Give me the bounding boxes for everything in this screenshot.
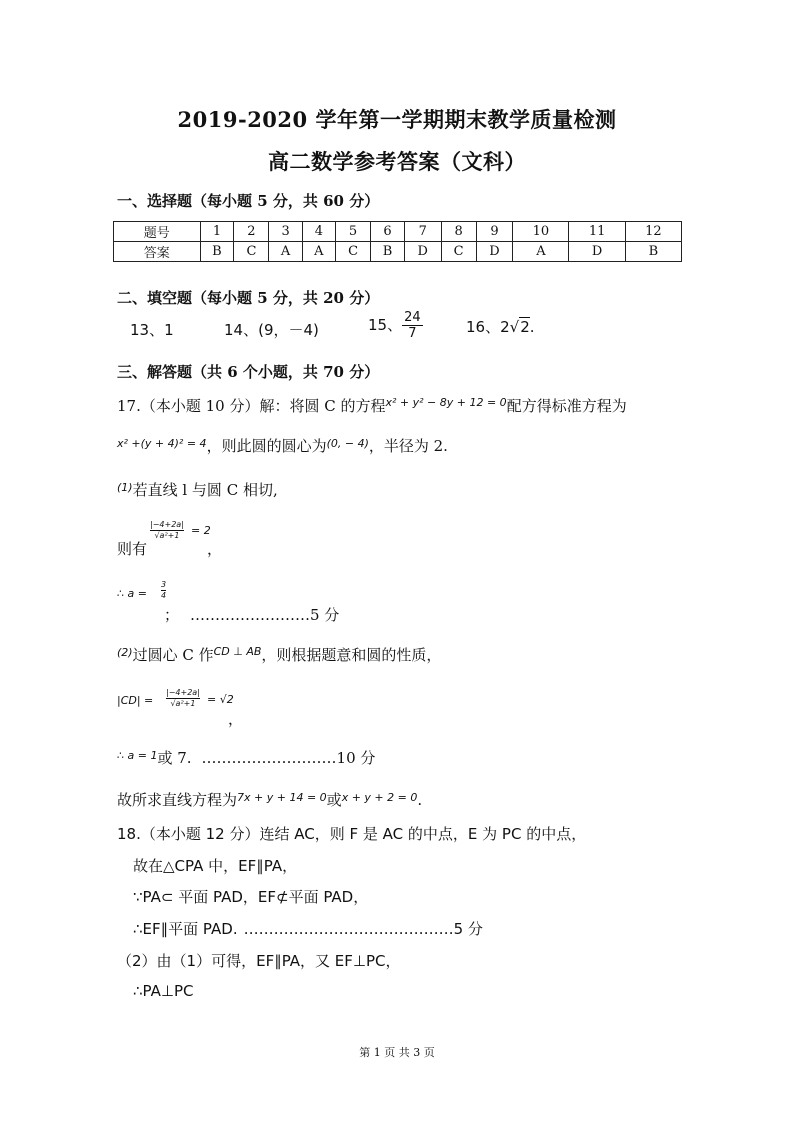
cd-lhs: |CD| = [117, 694, 154, 707]
answer-cell: B [371, 242, 405, 262]
answer-cell: D [476, 242, 513, 262]
fraction-numerator: 3 [161, 580, 167, 589]
final-period: . [417, 791, 423, 809]
score-5b: ……………………………………5 分 [243, 920, 483, 938]
answer-16-period: . [529, 318, 535, 336]
number-cell: 9 [476, 222, 513, 242]
a-value-label: ∴ a = [117, 587, 147, 600]
then-comma: ， [207, 540, 223, 558]
section-choice-heading: 一、选择题（每小题 5 分，共 60 分） [117, 192, 380, 210]
part-1-label: (1) [117, 481, 133, 494]
fraction-denominator: √a²+1 [170, 699, 196, 708]
a-equals-1: ∴ a = 1 [117, 749, 158, 762]
q17-line-2 [117, 435, 448, 456]
answer-16 [466, 316, 535, 337]
q17-intro-2: 配方得标准方程为 [506, 397, 627, 415]
q17-part1-line [117, 479, 278, 500]
part-2-text-1: 过圆心 C 作 [132, 646, 214, 664]
distance-fraction-1 [150, 520, 184, 541]
sqrt-radicand: 2 [520, 318, 530, 336]
score-10: ………………………10 分 [201, 749, 376, 767]
fraction-denominator: 7 [408, 326, 417, 341]
fraction-numerator: 24 [404, 310, 421, 325]
distance-fraction-2 [166, 688, 200, 709]
section-fill-heading: 二、填空题（每小题 5 分，共 20 分） [117, 289, 380, 307]
number-cell: 12 [625, 222, 681, 242]
cd-comma: ， [228, 710, 244, 728]
number-cell: 5 [336, 222, 371, 242]
answer-cell: A [269, 242, 302, 262]
number-cell: 7 [404, 222, 441, 242]
page-title: 2019-2020 学年第一学期期末教学质量检测 [177, 107, 617, 132]
answer-15-label: 15、 [368, 316, 403, 334]
part-1-text: 若直线 l 与圆 C 相切, [132, 481, 278, 499]
answer-cell: A [302, 242, 335, 262]
q18-line-3 [133, 918, 483, 939]
answer-cell: D [404, 242, 441, 262]
q18-line-4: （2）由（1）可得，EF∥PA，又 EF⊥PC， [117, 952, 401, 970]
q18-line-3-text: ∴EF∥平面 PAD. [133, 920, 238, 938]
answer-14: 14、(9，－4) [224, 321, 319, 339]
answer-16-label: 16、2 [466, 318, 510, 336]
number-cell: 3 [269, 222, 302, 242]
answer-15-fraction [402, 310, 423, 341]
q17-intro: 17.（本小题 10 分）解：将圆 C 的方程 [117, 397, 386, 415]
score-5: ……………………5 分 [190, 606, 340, 624]
final-text: 故所求直线方程为 [117, 791, 238, 809]
number-cell: 11 [569, 222, 625, 242]
fraction-numerator: |−4+2a| [150, 520, 184, 529]
distance-rhs-2: = √2 [207, 693, 234, 706]
section-solve-heading: 三、解答题（共 6 个小题，共 70 分） [117, 363, 380, 381]
row-label-number: 题号 [114, 222, 201, 242]
answer-15 [368, 310, 423, 341]
standard-equation: x² +(y + 4)² = 4 [117, 437, 207, 450]
answer-cell: B [625, 242, 681, 262]
q17-text-3: ，半径为 2. [368, 437, 448, 455]
answer-cell: C [441, 242, 476, 262]
line-equation-1: 7x + y + 14 = 0 [237, 791, 327, 804]
q17-text-2: ，则此圆的圆心为 [206, 437, 327, 455]
answer-13: 13、1 [130, 321, 174, 339]
fraction-numerator: |−4+2a| [166, 688, 200, 697]
final-answer-line [117, 789, 422, 810]
fraction-denominator: √a²+1 [154, 531, 180, 540]
number-cell: 6 [371, 222, 405, 242]
circle-center: (0, − 4) [326, 437, 369, 450]
q18-intro: 18.（本小题 12 分）连结 AC，则 F 是 AC 的中点，E 为 PC 的中点， [117, 825, 587, 843]
page-subtitle: 高二数学参考答案（文科） [268, 149, 526, 174]
q18-line-5: ∴PA⊥PC [133, 982, 194, 1000]
number-cell: 2 [234, 222, 269, 242]
then-text: 则有 [117, 540, 148, 558]
table-row-answers [114, 242, 682, 262]
answer-cell: D [569, 242, 625, 262]
number-cell: 1 [200, 222, 234, 242]
or-word: 或 [326, 791, 342, 809]
row-label-answer: 答案 [114, 242, 201, 262]
q17-line-1 [117, 395, 627, 416]
table-row-numbers [114, 222, 682, 242]
a-value-fraction [161, 580, 166, 601]
perpendicular-expr: CD ⊥ AB [213, 645, 262, 658]
answer-cell: A [513, 242, 569, 262]
fraction-denominator: 4 [161, 591, 167, 600]
answer-table [113, 221, 682, 262]
number-cell: 8 [441, 222, 476, 242]
q17-part2-line [117, 644, 441, 665]
a-result-line [117, 747, 375, 768]
sqrt-sign: √ [509, 318, 520, 336]
a-value-tail: ； [164, 606, 180, 624]
or-seven: 或 7. [157, 749, 192, 767]
page-footer: 第 1 页 共 3 页 [359, 1046, 435, 1059]
part-2-text-2: ，则根据题意和圆的性质， [261, 646, 442, 664]
distance-rhs-1: = 2 [191, 524, 211, 537]
q18-line-2: ∵PA⊂ 平面 PAD，EF⊄平面 PAD， [133, 888, 369, 906]
line-equation-2: x + y + 2 = 0 [341, 791, 418, 804]
part-2-label: (2) [117, 646, 133, 659]
q18-line-1: 故在△CPA 中，EF∥PA， [133, 857, 298, 875]
answer-cell: B [200, 242, 234, 262]
answer-cell: C [336, 242, 371, 262]
number-cell: 4 [302, 222, 335, 242]
answer-cell: C [234, 242, 269, 262]
number-cell: 10 [513, 222, 569, 242]
circle-equation: x² + y² − 8y + 12 = 0 [385, 396, 507, 409]
